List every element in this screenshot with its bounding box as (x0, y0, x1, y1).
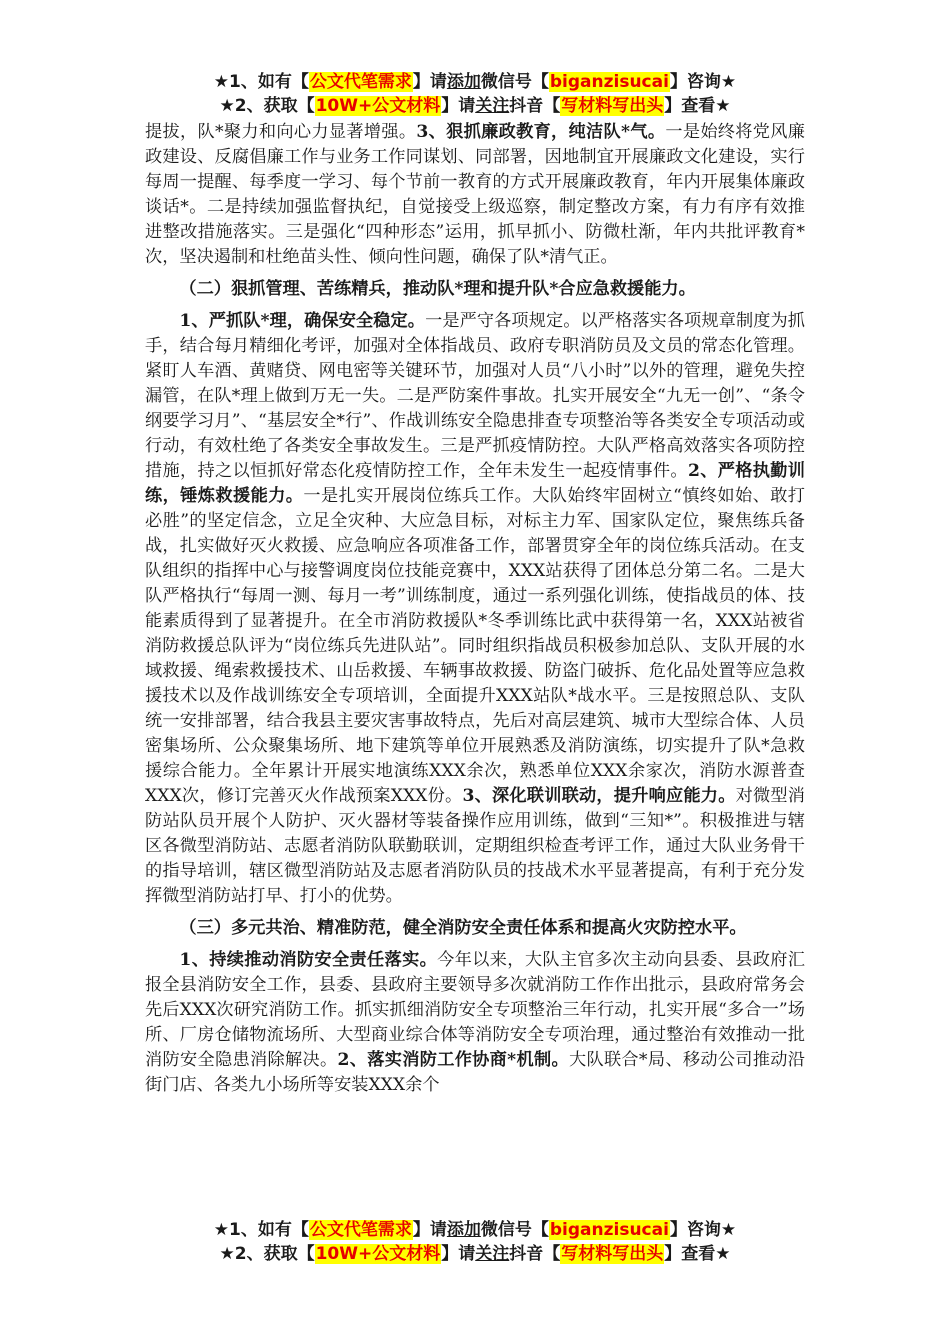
footer-banner (0, 1218, 950, 1266)
highlight-douyin: 写材料写出头 (561, 1244, 664, 1264)
highlight-materials: 10W+公文材料 (315, 1244, 441, 1264)
paragraph-2: 1、严抓队*理，确保安全稳定。一是严守各项规定。以严格落实各项规章制度为抓手，结合每月精细化考评，加强对全体指战员、政府专职消防员及文员的常态化管理。紧盯人车酒、黄赌贷、网电密等关键环节，加强对人员“八小时”以外的管理，避免失控漏管，在队*理上做到万无一失。二是严防案件事故。扎实开展安全“九无一创”、“条令纲要学习月”、“基层安全*行”、作战训练安全隐患排查专项整治等各类安全专项活动或行动，有效杜绝了各类安全事故发生。三是严抓疫情防控。大队严格高效落实各项防控措施，持之以恒抓好常态化疫情防控工作，全年未发生一起疫情事件。2、严格执勤训练，锤炼救援能力。一是扎实开展岗位练兵工作。大队始终牢固树立“慎终如始、敢打必胜”的坚定信念，立足全灾种、大应急目标，对标主力军、国家队定位，聚焦练兵备战，扎实做好灭火救援、应急响应各项准备工作，部署贯穿全年的岗位练兵活动。在支队组织的指挥中心与接警调度岗位技能竞赛中，XXX站获得了团体总分第二名。二是大队严格执行“每周一测、每月一考”训练制度，通过一系列强化训练，使指战员的体、技能素质得到了显著提升。在全市消防救援队*冬季训练比武中获得第一名，XXX站被省消防救援总队评为“岗位练兵先进队站”。同时组织指战员积极参加总队、支队开展的水域救援、绳索救援技术、山岳救援、车辆事故救援、防盗门破拆、危化品处置等应急救援技术以及作战训练安全专项培训，全面提升XXX站队*战水平。三是按照总队、支队统一安排部署，结合我县主要灾害事故特点，先后对高层建筑、城市大型综合体、人员密集场所、公众聚集场所、地下建筑等单位开展熟悉及消防演练，切实提升了队*急救援综合能力。全年累计开展实地演练XXX余次，熟悉单位XXX余家次，消防水源普查XXX次，修订完善灭火作战预案XXX份。3、深化联训联动，提升响应能力。对微型消防站队员开展个人防护、灭火器材等装备操作应用训练，做到“三知*”。积极推进与辖区各微型消防站、志愿者消防队联勤联训，定期组织检查考评工作，通过大队业务骨干的指导培训，辖区微型消防站及志愿者消防队员的技战术水平显著提高，有利于充分发挥微型消防站打早、打小的优势。 (145, 311, 805, 906)
highlight-douyin: 写材料写出头 (561, 96, 664, 116)
subheading: 2、严格执勤训练，锤炼救援能力。 (145, 461, 805, 506)
section-heading-2: （二）狠抓管理、苦练精兵，推动队*理和提升队*合应急救援能力。 (179, 279, 696, 299)
paragraph-3: 1、持续推动消防安全责任落实。今年以来，大队主官多次主动向县委、县政府汇报全县消防安全工作，县委、县政府主要领导多次就消防工作作出批示，县政府常务会先后XXX次研究消防工作。抓实抓细消防安全专项整治三年行动，扎实开展“多合一”场所、厂房仓储物流场所、大型商业综合体等消防安全专项治理，通过整治有效推动一批消防安全隐患消除解决。2、落实消防工作协商*机制。大队联合*局、移动公司推动沿街门店、各类九小场所等安装XXX余个 (145, 950, 805, 1095)
highlight-wechat-id: biganzisucai (549, 72, 669, 92)
highlight-ghostwriting: 公文代笔需求 (309, 72, 412, 92)
subheading: 3、深化联训联动，提升响应能力。 (462, 786, 736, 806)
subheading: 2、落实消防工作协商*机制。 (337, 1050, 569, 1070)
highlight-wechat-id: biganzisucai (549, 1220, 669, 1240)
banner-line-2: ★2、获取【10W+公文材料】请关注抖音【写材料写出头】查看★ (219, 96, 731, 116)
banner-line-1: ★1、如有【公文代笔需求】请添加微信号【biganzisucai】咨询★ (213, 72, 737, 92)
banner-line-2: ★2、获取【10W+公文材料】请关注抖音【写材料写出头】查看★ (219, 1244, 731, 1264)
subheading: 1、持续推动消防安全责任落实。 (179, 950, 438, 970)
section-heading-3: （三）多元共治、精准防范，健全消防安全责任体系和提高火灾防控水平。 (179, 918, 747, 938)
paragraph-1: 提拔，队*聚力和向心力显著增强。3、狠抓廉政教育，纯洁队*气。一是始终将党风廉政建设、反腐倡廉工作与业务工作同谋划、同部署，因地制宜开展廉政文化建设，实行每周一提醒、每季度一学习、每个节前一教育的方式开展廉政教育，年内开展集体廉政谈话*。二是持续加强监督执纪，自觉接受上级巡察，制定整改方案，有力有序有效推进整改措施落实。三是强化“四种形态”运用，抓早抓小、防微杜渐，年内共批评教育*次，坚决遏制和杜绝苗头性、倾向性问题，确保了队*清气正。 (145, 122, 805, 267)
document-body (145, 120, 805, 1098)
highlight-materials: 10W+公文材料 (315, 96, 441, 116)
highlight-ghostwriting: 公文代笔需求 (309, 1220, 412, 1240)
banner-line-1: ★1、如有【公文代笔需求】请添加微信号【biganzisucai】咨询★ (213, 1220, 737, 1240)
subheading: 3、狠抓廉政教育，纯洁队*气。 (416, 122, 666, 142)
header-banner (0, 70, 950, 118)
subheading: 1、严抓队*理，确保安全稳定。 (179, 311, 426, 331)
